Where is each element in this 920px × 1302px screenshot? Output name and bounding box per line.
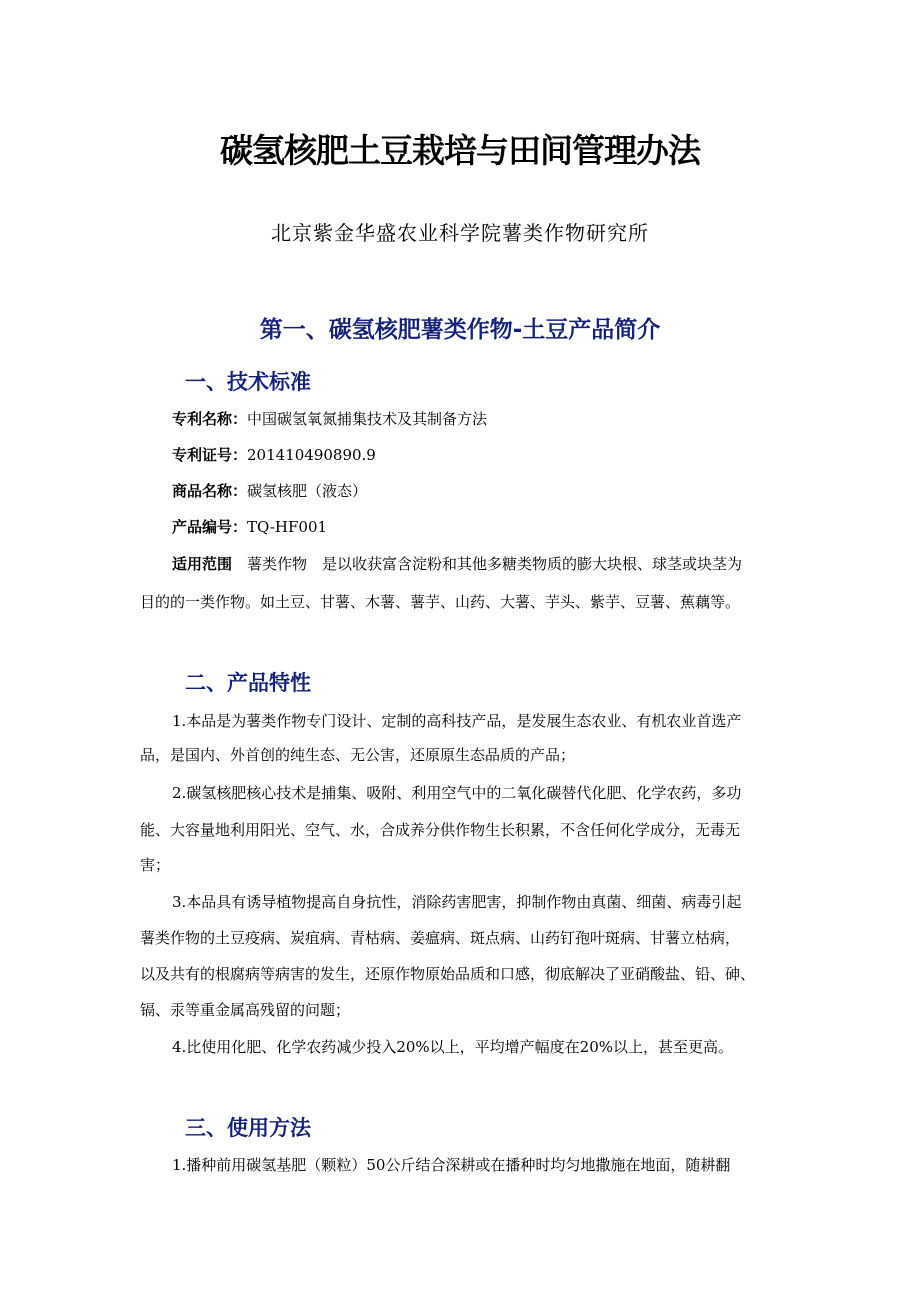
paragraph-line: 能、大容量地利用阳光、空气、水，合成养分供作物生长积累，不含任何化学成分，无毒无 bbox=[140, 821, 741, 839]
field-value: 薯类作物 是以收获富含淀粉和其他多糖类物质的膨大块根、球茎或块茎为 bbox=[247, 555, 743, 573]
field-value: 201410490890.9 bbox=[247, 446, 376, 464]
field-patent-number bbox=[172, 445, 822, 465]
document-subtitle: 北京紫金华盛农业科学院薯类作物研究所 bbox=[271, 221, 649, 245]
scope-continuation: 目的的一类作物。如土豆、甘薯、木薯、薯芋、山药、大薯、芋头、紫芋、豆薯、蕉藕等。 bbox=[140, 593, 741, 611]
field-label: 适用范围 bbox=[172, 555, 233, 573]
chapter-heading: 第一、碳氢核肥薯类作物-土豆产品简介 bbox=[259, 317, 661, 343]
field-label: 专利证号： bbox=[172, 446, 248, 464]
field-label: 专利名称： bbox=[172, 410, 248, 428]
paragraph-line: 镉、汞等重金属高残留的问题； bbox=[140, 1001, 351, 1019]
field-value: 碳氢核肥（液态） bbox=[247, 482, 368, 500]
field-patent-name bbox=[172, 409, 822, 429]
paragraph-line: 1.本品是为薯类作物专门设计、定制的高科技产品，是发展生态农业、有机农业首选产 bbox=[172, 712, 742, 730]
paragraph-line: 4.比使用化肥、化学农药减少投入20%以上，平均增产幅度在20%以上，甚至更高。 bbox=[172, 1038, 733, 1056]
field-label: 商品名称： bbox=[172, 482, 248, 500]
section-heading-usage: 三、使用方法 bbox=[185, 1116, 311, 1140]
field-label: 产品编号： bbox=[172, 518, 248, 536]
paragraph-line: 品，是国内、外首创的纯生态、无公害，还原原生态品质的产品； bbox=[140, 746, 576, 764]
paragraph-line: 薯类作物的土豆疫病、炭疽病、青枯病、姜瘟病、斑点病、山药钉孢叶斑病、甘薯立枯病， bbox=[140, 929, 741, 947]
section-heading-standards: 一、技术标准 bbox=[185, 370, 311, 394]
field-product-name bbox=[172, 481, 822, 501]
paragraph-line: 3.本品具有诱导植物提高自身抗性，消除药害肥害，抑制作物由真菌、细菌、病毒引起 bbox=[172, 893, 742, 911]
document-title: 碳氢核肥土豆栽培与田间管理办法 bbox=[220, 131, 700, 170]
paragraph-line: 1.播种前用碳氢基肥（颗粒）50公斤结合深耕或在播种时均匀地撒施在地面，随耕翻 bbox=[172, 1156, 731, 1174]
paragraph-line: 2.碳氢核肥核心技术是捕集、吸附、利用空气中的二氧化碳替代化肥、化学农药，多功 bbox=[172, 784, 742, 802]
paragraph-line: 以及共有的根腐病等病害的发生，还原作物原始品质和口感，彻底解决了亚硝酸盐、铅、砷、 bbox=[140, 965, 756, 983]
field-value: 中国碳氢氧氮捕集技术及其制备方法 bbox=[247, 410, 488, 428]
field-product-code bbox=[172, 517, 822, 537]
field-value: TQ-HF001 bbox=[247, 518, 328, 536]
section-heading-features: 二、产品特性 bbox=[185, 671, 311, 695]
field-scope bbox=[172, 554, 822, 574]
paragraph-line: 害； bbox=[140, 856, 171, 874]
